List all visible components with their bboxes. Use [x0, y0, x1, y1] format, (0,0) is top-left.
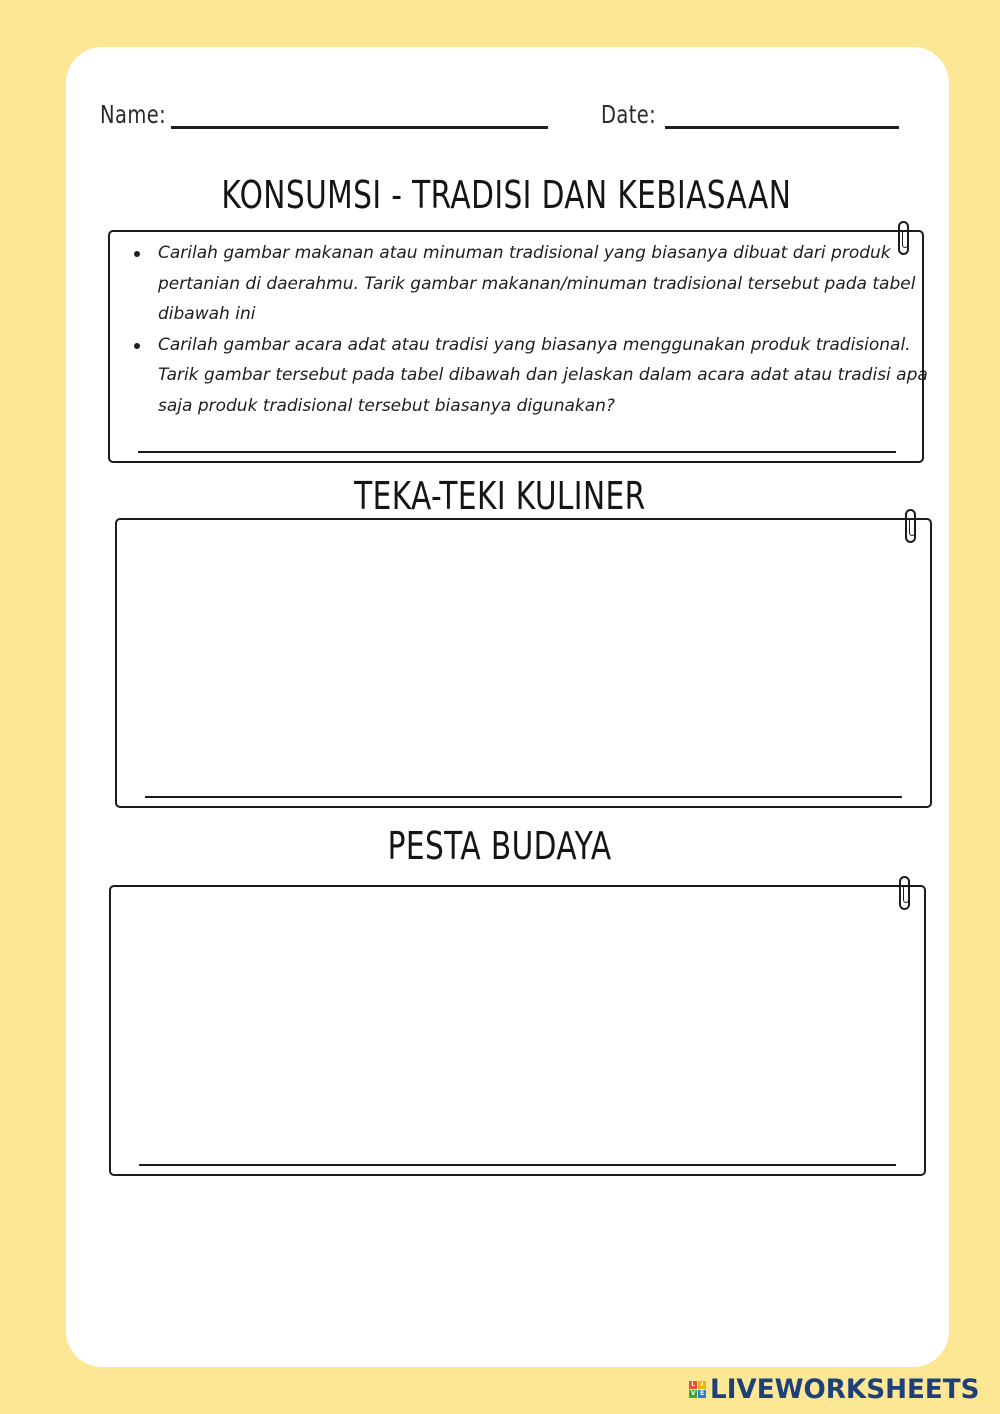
liveworksheets-brand — [689, 1372, 988, 1406]
kuliner-drop-zone[interactable] — [115, 518, 932, 808]
name-input-line[interactable] — [171, 126, 548, 129]
box-underline — [145, 796, 902, 798]
brand-name: LIVEWORKSHEETS — [710, 1373, 980, 1405]
date-input-line[interactable] — [665, 126, 899, 129]
instruction-list — [128, 238, 928, 421]
name-label: Name: — [100, 100, 167, 129]
section-heading-budaya: PESTA BUDAYA — [387, 824, 612, 868]
box-underline — [138, 451, 896, 453]
liveworksheets-logo-icon: L I V E — [690, 1380, 705, 1397]
instruction-item: Carilah gambar acara adat atau tradisi yang biasanya menggunakan produk tradisional. Tarik gambar tersebut pada tabel dibawah dan jelaskan dalam acara adat atau tradisi apa saja produk tradisional tersebut biasanya digunakan? — [158, 330, 928, 422]
section-heading-kuliner: TEKA-TEKI KULINER — [354, 474, 646, 518]
paperclip-icon — [905, 509, 916, 543]
date-label: Date: — [601, 100, 657, 129]
instruction-item: Carilah gambar makanan atau minuman tradisional yang biasanya dibuat dari produk pertanian di daerahmu. Tarik gambar makanan/minuman tradisional tersebut pada tabel dibawah ini — [158, 238, 928, 330]
budaya-drop-zone[interactable] — [109, 885, 926, 1176]
worksheet-title: KONSUMSI - TRADISI DAN KEBIASAAN — [221, 173, 791, 217]
paperclip-icon — [899, 876, 910, 910]
box-underline — [139, 1164, 896, 1166]
